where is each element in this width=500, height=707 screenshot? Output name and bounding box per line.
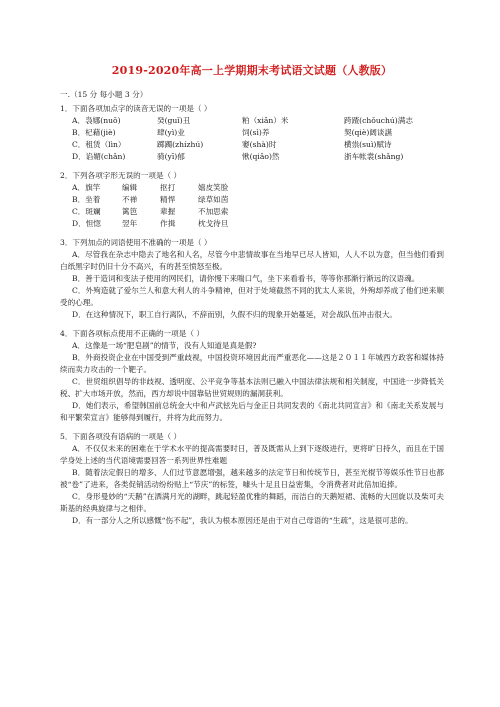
question-2-stem: 2．下列各项字形无误的一项是（ ） xyxy=(60,171,182,180)
option-cell: 愀(qiǎo)然 xyxy=(242,152,280,161)
option-cell: 嬉皮笑脸 xyxy=(198,183,229,192)
option-paragraph: D．在这种情况下，职工自行离队，不辞而别，久假不归的现象开始蔓延，对会战队伍冲击很大。 xyxy=(72,310,398,319)
question-4 xyxy=(60,328,444,424)
option-cell: B．杞藉(jiè) xyxy=(72,128,116,137)
option-cell: 作揖 xyxy=(160,219,176,228)
option-cell: 契(qiè)阔谈讌 xyxy=(344,128,393,137)
option-row xyxy=(60,115,444,127)
option-cell: 翌年 xyxy=(122,219,138,228)
option-cell: 跨蹅(chǒuchú)满志 xyxy=(344,116,413,125)
option-paragraph: A．尽管我在杂志中隐去了地名和人名，尽管今中悲情故事在当地早已尽人皆知，人人不以为意，但当他们看到白纸黑字时仍旧十分不高兴，有的甚至愤怒至极。 xyxy=(60,250,444,271)
option-cell: 编辑 xyxy=(122,183,138,192)
option-cell: 饲(sì)养 xyxy=(242,128,270,137)
question-5-stem: 5．下面各项没有语病的一项是（ ） xyxy=(60,432,182,441)
option-cell: 踯躅(zhízhú) xyxy=(157,140,204,149)
option-cell: 骑(yī)郁 xyxy=(157,152,185,161)
option-cell: A．袅娜(nuǒ) xyxy=(72,116,121,125)
option-cell: 浙车帐裳(shǎng) xyxy=(344,152,404,161)
option-cell: D．谄媚(chǎn) xyxy=(72,152,126,161)
question-2 xyxy=(60,170,444,230)
exam-title: 2019-2020年高一上学期期末考试语文试题（人教版） xyxy=(111,64,393,77)
option-cell: D．怛惚 xyxy=(72,219,101,228)
option-cell: B．坐着 xyxy=(72,195,101,204)
option-row xyxy=(60,206,444,218)
question-1 xyxy=(60,103,444,163)
option-row xyxy=(60,127,444,139)
option-paragraph: B．善于造词和变法子使用的网民们，请你慢下来喘口气，坐下来看看书，等等你那渐行渐远的汉语魂。 xyxy=(72,274,420,283)
option-cell: 横祟(suì)赋诗 xyxy=(344,140,392,149)
question-3-stem: 3．下列加点的词语使用不准确的一项是（ ） xyxy=(60,238,212,247)
option-row xyxy=(60,194,444,206)
option-paragraph: A．不仅仅未来的困难在于学术水平的提高需要时日，普及既需从上到下逐级进行，更将旷日持久，而且在于国学身处上述的当代语境需要回答一系列世界性难题 xyxy=(60,444,444,465)
option-cell: 精悍 xyxy=(160,195,176,204)
option-cell: 辈握 xyxy=(160,207,176,216)
option-cell: 绿草如茵 xyxy=(198,195,229,204)
option-cell: 癸(guǐ)丑 xyxy=(157,116,191,125)
option-paragraph: B．外商投资企业在中国受到严重歧视，中国投资环境因此而严重恶化——这是２０１１年城西方政客和媒体持续而卖力攻击的一个靶子。 xyxy=(60,353,444,374)
option-cell: 抠打 xyxy=(160,183,176,192)
option-row xyxy=(60,151,444,163)
option-row xyxy=(60,139,444,151)
option-paragraph: B．随着法定假日的增多、人们过节意愿增强，越来越多的法定节日和传统节日，甚至光棍节等娱乐性节日也都被“卷”了进来，各类促销活动纷纷贴上“节庆”的标签，噱头十足且日益密集，令消费者对此倍加追捧。 xyxy=(60,468,444,489)
option-cell: C．租赁（lìn） xyxy=(72,140,126,149)
option-paragraph: C．世贸组织倡导的非歧视、透明度、公平竞争等基本法则已融入中国法律法规和相关制度，中国进一步降低关税、扩大市场开放，然而，西方却说中国靠钻世贸规则的漏洞获利。 xyxy=(60,377,444,398)
question-3 xyxy=(60,237,444,321)
option-cell: 不加思索 xyxy=(198,207,229,216)
option-cell: 不禅 xyxy=(122,195,138,204)
section-heading: 一.（15 分 每小题 3 分） xyxy=(60,90,148,99)
question-5 xyxy=(60,431,444,527)
option-cell: C．斑斓 xyxy=(72,207,101,216)
option-paragraph: A．这像是一场“肥皂剧”的情节，没有人知道是真是假? xyxy=(72,341,257,350)
option-cell: 粕（xiǎn）米 xyxy=(242,116,289,125)
option-cell: 篱笆 xyxy=(122,207,138,216)
option-cell: 枕戈待旦 xyxy=(198,219,229,228)
question-4-stem: 4．下面各项标点使用不正确的一项是（ ） xyxy=(60,329,204,338)
option-paragraph: C．身形曼妙的“天鹅”在洒满月光的湖畔，跳起轻盈优雅的舞蹈，而洁白的天鹅短裙、流畅的大回旋以及柴可夫斯基的经典旋律与之相伴。 xyxy=(60,492,444,513)
question-1-stem: 1．下面各项加点字的读音无误的一项是（ ） xyxy=(60,104,212,113)
option-paragraph: D．有一部分人之所以感慨“伤不起”，我认为根本原因还是由于对自己母语的“生疏”，这是很可悲的。 xyxy=(72,516,413,525)
option-cell: 肆(yì)业 xyxy=(157,128,185,137)
option-cell: 窭(shà)时 xyxy=(242,140,277,149)
option-cell: A．旗竿 xyxy=(72,183,101,192)
option-paragraph: D．她们表示，希望韩国前总统金大中和卢武铉先后与金正日共同发表的《南北共同宣言》和《南北关系发展与和平繁荣宣言》能够得到履行，并将为此而努力。 xyxy=(60,401,444,422)
option-paragraph: C．外殉造就了爱尔兰人和意大利人的斗争精神，但对于处境截然不同的犹太人来说，外殉却养成了他们逆来顺受的心理。 xyxy=(60,286,444,307)
option-row xyxy=(60,182,444,194)
option-row xyxy=(60,218,444,230)
